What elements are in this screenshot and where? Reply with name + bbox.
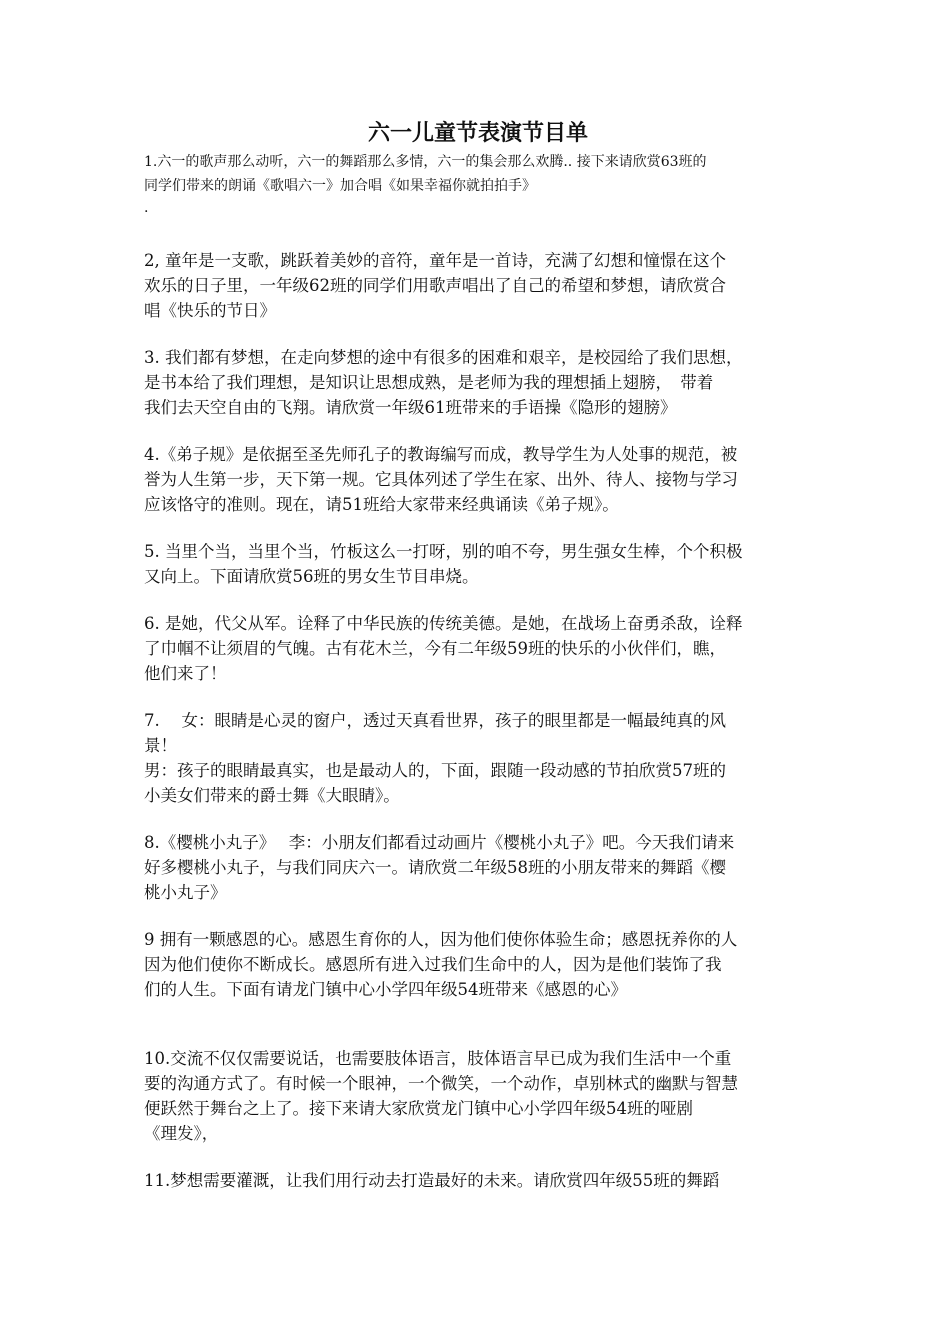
item-line: 誉为人生第一步，天下第一规。它具体列述了学生在家、出外、待人、接物与学习	[144, 470, 738, 489]
program-item-1	[144, 150, 812, 198]
program-item-3	[144, 345, 812, 420]
program-item-7	[144, 708, 812, 808]
item-line: 他们来了！	[144, 664, 227, 683]
program-item-2	[144, 248, 812, 323]
item-line: 唱《快乐的节日》	[144, 301, 276, 320]
program-item-9	[144, 927, 812, 1002]
item-line: 桃小丸子》	[144, 883, 227, 902]
document-page	[144, 118, 812, 1215]
item-line: 9 拥有一颗感恩的心。感恩生育你的人，因为他们使你体验生命；感恩抚养你的人	[144, 930, 738, 949]
item-line: 10.交流不仅仅需要说话，也需要肢体语言，肢体语言早已成为我们生活中一个重	[144, 1049, 732, 1068]
program-item-5	[144, 539, 812, 589]
item-line: 们的人生。下面有请龙门镇中心小学四年级54班带来《感恩的心》	[144, 980, 627, 999]
program-item-4	[144, 442, 812, 517]
item-line: 7. 女：眼睛是心灵的窗户，透过天真看世界，孩子的眼里都是一幅最纯真的风	[144, 711, 726, 730]
item-line: 小美女们带来的爵士舞《大眼睛》。	[144, 786, 400, 805]
item-line: 同学们带来的朗诵《歌唱六一》加合唱《如果幸福你就拍拍手》	[144, 178, 536, 194]
item-line: 6. 是她，代父从军。诠释了中华民族的传统美德。是她，在战场上奋勇杀敌，诠释	[144, 614, 743, 633]
item-line: 了巾帼不让须眉的气魄。古有花木兰，今有二年级59班的快乐的小伙伴们，瞧，	[144, 639, 726, 658]
item-line: 我们去天空自由的飞翔。请欣赏一年级61班带来的手语操《隐形的翅膀》	[144, 398, 677, 417]
item-line: 要的沟通方式了。有时候一个眼神，一个微笑，一个动作，卓别林式的幽默与智慧	[144, 1074, 738, 1093]
item-line: 2, 童年是一支歌，跳跃着美妙的音符，童年是一首诗，充满了幻想和憧憬在这个	[144, 251, 726, 270]
item-line: 1.六一的歌声那么动听，六一的舞蹈那么多情，六一的集会那么欢腾.. 接下来请欣赏63班的	[144, 154, 707, 170]
item-line: 因为他们使你不断成长。感恩所有进入过我们生命中的人，因为是他们装饰了我	[144, 955, 722, 974]
item-line: 8.《樱桃小丸子》 李：小朋友们都看过动画片《樱桃小丸子》吧。今天我们请来	[144, 833, 735, 852]
item-line: 4.《弟子规》是依据至圣先师孔子的教诲编写而成，教导学生为人处事的规范，被	[144, 445, 738, 464]
program-item-8	[144, 830, 812, 905]
item-line: 应该恪守的准则。现在，请51班给大家带来经典诵读《弟子规》。	[144, 495, 619, 514]
item-line: 好多樱桃小丸子，与我们同庆六一。请欣赏二年级58班的小朋友带来的舞蹈《樱	[144, 858, 726, 877]
program-item-6	[144, 611, 812, 686]
item-trailer: .	[144, 200, 149, 216]
program-item-11	[144, 1168, 812, 1193]
item-line: 11.梦想需要灌溉，让我们用行动去打造最好的未来。请欣赏四年级55班的舞蹈	[144, 1171, 720, 1190]
item-line: 《理发》，	[144, 1124, 219, 1143]
item-line: 3. 我们都有梦想，在走向梦想的途中有很多的困难和艰辛，是校园给了我们思想，	[144, 348, 743, 367]
item-line: 又向上。下面请欣赏56班的男女生节目串烧。	[144, 567, 479, 586]
program-item-10	[144, 1046, 812, 1146]
item-line: 男：孩子的眼睛最真实，也是最动人的，下面，跟随一段动感的节拍欣赏57班的	[144, 761, 726, 780]
item-line: 欢乐的日子里，一年级62班的同学们用歌声唱出了自己的希望和梦想，请欣赏合	[144, 276, 726, 295]
item-line: 景！	[144, 736, 177, 755]
item-line: 5. 当里个当，当里个当，竹板这么一打呀，别的咱不夸，男生强女生棒，个个积极	[144, 542, 743, 561]
item-line: 便跃然于舞台之上了。接下来请大家欣赏龙门镇中心小学四年级54班的哑剧	[144, 1099, 693, 1118]
page-title: 六一儿童节表演节目单	[367, 120, 588, 146]
item-line: 是书本给了我们理想，是知识让思想成熟，是老师为我的理想插上翅膀， 带着	[144, 373, 714, 392]
